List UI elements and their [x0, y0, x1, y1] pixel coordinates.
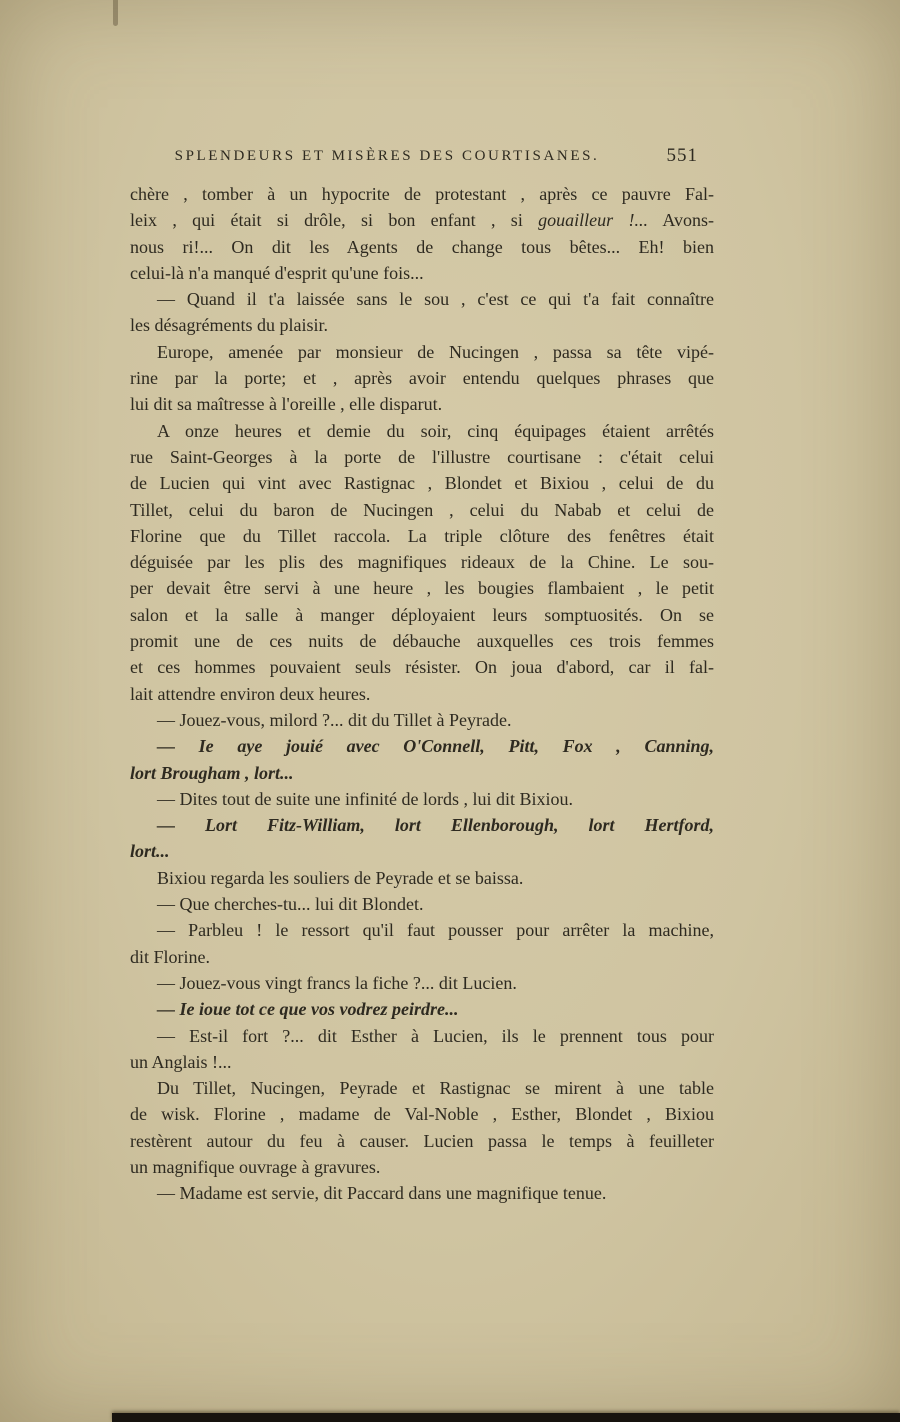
paragraph: [130, 917, 714, 970]
text-line: — Dites tout de suite une infinité de lords , lui dit Bixiou.: [157, 788, 573, 809]
text-line: déguisée par les plis des magnifiques rideaux de la Chine. Le sou-: [130, 552, 714, 573]
text-line: chère , tomber à un hypocrite de protestant , après ce pauvre Fal-: [130, 184, 714, 204]
text-line: lort...: [130, 841, 170, 862]
paragraph: [130, 891, 714, 917]
scan-edge-smudge: [113, 0, 118, 26]
text-line: — Ie ioue tot ce que vos vodrez peirdre...: [157, 999, 459, 1020]
paragraph: [130, 812, 714, 865]
text-line: Du Tillet, Nucingen, Peyrade et Rastignac se mirent à une table: [157, 1078, 714, 1099]
paragraph: [130, 1023, 714, 1076]
text-line: — Madame est servie, dit Paccard dans une magnifique tenue.: [157, 1183, 607, 1204]
page-text: [130, 181, 714, 1207]
text-line: lort Brougham , lort...: [130, 762, 294, 783]
paragraph: [130, 1180, 714, 1206]
text-line: — Que cherches-tu... lui dit Blondet.: [157, 894, 424, 915]
text-line: lui dit sa maîtresse à l'oreille , elle disparut.: [130, 394, 443, 415]
text-line: salon et la salle à manger déployaient leurs somptuosités. On se: [130, 604, 714, 625]
paragraph: [130, 1075, 714, 1180]
text-line: Florine que du Tillet raccola. La triple clôture des fenêtres était: [130, 525, 714, 546]
text-line: — Lort Fitz-William, lort Ellenborough, lort Hertford,: [157, 815, 714, 836]
running-header: [130, 145, 714, 172]
paragraph: [130, 733, 714, 786]
text-line: leix , qui était si drôle, si bon enfant , si gouailleur !... Avons-: [130, 210, 714, 231]
text-line: de Lucien qui vint avec Rastignac , Blondet et Bixiou , celui de du: [130, 473, 714, 494]
text-line: A onze heures et demie du soir, cinq équipages étaient arrêtés: [157, 420, 714, 441]
text-line: rine par la porte; et , après avoir entendu quelques phrases que: [130, 368, 714, 389]
text-line: promit une de ces nuits de débauche auxquelles ces trois femmes: [130, 631, 714, 652]
text-line: un Anglais !...: [130, 1051, 232, 1072]
text-line: restèrent autour du feu à causer. Lucien passa le temps à feuilleter: [130, 1130, 714, 1151]
text-line: dit Florine.: [130, 946, 210, 967]
text-line: celui-là n'a manqué d'esprit qu'une fois...: [130, 262, 424, 283]
text-line: per devait être servi à une heure , les bougies flambaient , le petit: [130, 578, 714, 599]
header-title: SPLENDEURS ET MISÈRES DES COURTISANES.: [174, 148, 600, 164]
paragraph: [130, 970, 714, 996]
text-line: de wisk. Florine , madame de Val-Noble , Esther, Blondet , Bixiou: [130, 1104, 714, 1125]
text-line: un magnifique ouvrage à gravures.: [130, 1156, 381, 1177]
text-line: Europe, amenée par monsieur de Nucingen , passa sa tête vipé-: [157, 341, 714, 362]
text-line: — Parbleu ! le ressort qu'il faut pousser pour arrêter la machine,: [157, 920, 714, 941]
paragraph: [130, 286, 714, 339]
paragraph: [130, 418, 714, 707]
paragraph: [130, 181, 714, 286]
text-line: Tillet, celui du baron de Nucingen , celui du Nabab et celui de: [130, 499, 714, 520]
text-line: les désagréments du plaisir.: [130, 315, 328, 336]
paragraph: [130, 707, 714, 733]
text-line: et ces hommes pouvaient seuls résister. On joua d'abord, car il fal-: [130, 657, 714, 678]
text-line: — Ie aye jouié avec O'Connell, Pitt, Fox , Canning,: [157, 736, 714, 757]
text-line: — Jouez-vous vingt francs la fiche ?... dit Lucien.: [157, 972, 517, 993]
paragraph: [130, 996, 714, 1022]
text-line: — Est-il fort ?... dit Esther à Lucien, ils le prennent tous pour: [157, 1025, 714, 1046]
text-line: — Quand il t'a laissée sans le sou , c'est ce qui t'a fait connaître: [157, 289, 714, 310]
page-number: 551: [666, 145, 698, 166]
paragraph: [130, 865, 714, 891]
text-line: lait attendre environ deux heures.: [130, 683, 371, 704]
paragraph: [130, 786, 714, 812]
text-line: rue Saint-Georges à la porte de l'illustre courtisane : c'était celui: [130, 446, 714, 467]
text-line: nous ri!... On dit les Agents de change tous bêtes... Eh! bien: [130, 236, 714, 257]
scan-bottom-edge: [112, 1413, 900, 1422]
text-line: — Jouez-vous, milord ?... dit du Tillet à Peyrade.: [157, 709, 512, 730]
paragraph: [130, 339, 714, 418]
text-line: Bixiou regarda les souliers de Peyrade et se baissa.: [157, 867, 524, 888]
